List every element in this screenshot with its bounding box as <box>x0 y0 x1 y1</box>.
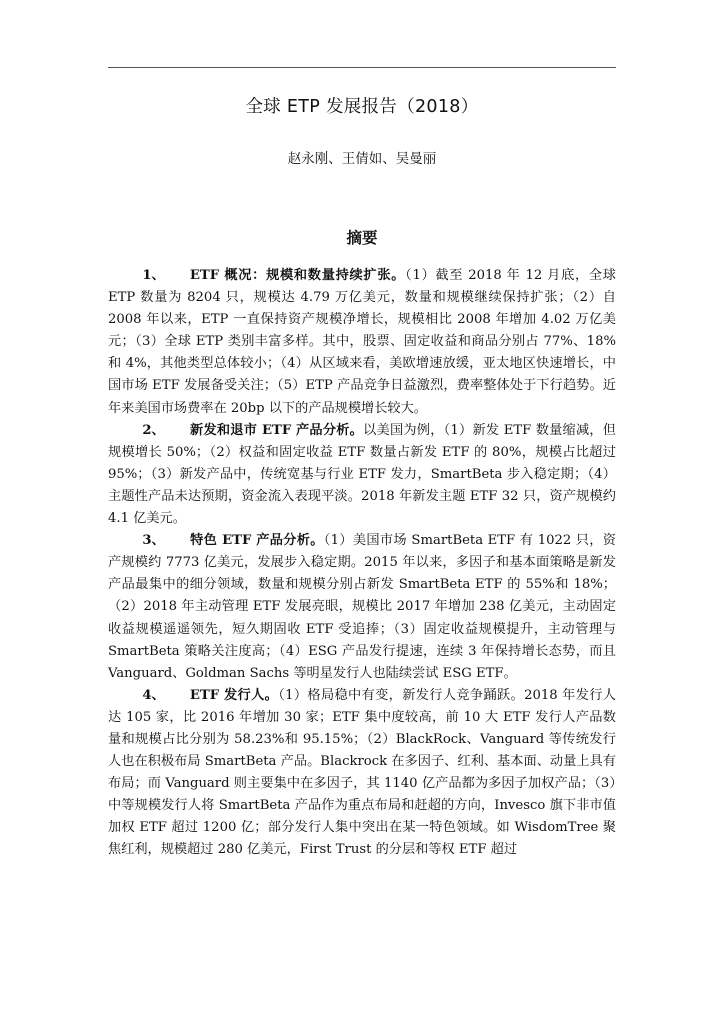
paragraph-text: （1）格局稳中有变，新发行人竞争踊跃。2018 年发行人达 105 家，比 2016 年增加 30 家；ETF 集中度较高，前 10 大 ETF 发行人产品数量和规模占比分别为 58.23%和 95.15%；（2）BlackRock、Vanguard 等传统发行人也在积极布局 SmartBeta 产品。Blackrock 在多因子、红利、基本面、动量上具有布局；而 Vanguard 则主要集中在多因子，其 1140 亿产品都为多因子加权产品；（3）中等规模发行人将 SmartBeta 产品作为重点布局和赶超的方向，Invesco 旗下非市值加权 ETF 超过 1200 亿；部分发行人集中突出在某一特色领域。如 WisdomTree 聚焦红利，规模超过 280 亿美元，First Trust 的分层和等权 ETF 超过 <box>108 687 616 858</box>
paragraph-text: （1）美国市场 SmartBeta ETF 有 1022 只，资产规模约 7773 亿美元，发展步入稳定期。2015 年以来，多因子和基本面策略是新发产品最集中的细分领域，数量和规模分别占新发 SmartBeta ETF 的 55%和 18%；（2）2018 年主动管理 ETF 发展亮眼，规模比 2017 年增加 238 亿美元，主动固定收益规模遥遥领先，短久期固收 ETF 受追捧；（3）固定收益规模提升，主动管理与 SmartBeta 策略关注度高；（4）ESG 产品发行提速，连续 3 年保持增长态势，而且 Vanguard、Goldman Sachs 等明星发行人也陆续尝试 ESG ETF。 <box>108 533 616 681</box>
abstract-body <box>108 265 616 862</box>
abstract-paragraph-4 <box>108 685 616 862</box>
abstract-paragraph-2 <box>108 420 616 530</box>
paragraph-heading: ETF 概况：规模和数量持续扩张。 <box>189 268 406 283</box>
abstract-paragraph-3 <box>108 530 616 685</box>
paragraph-heading: 新发和退市 ETF 产品分析。 <box>189 422 364 438</box>
paragraph-number: 2、 <box>142 422 165 438</box>
paragraph-heading: 特色 ETF 产品分析。 <box>189 533 324 549</box>
authors: 赵永刚、王倩如、吴曼丽 <box>287 151 437 167</box>
paragraph-number: 3、 <box>142 533 165 549</box>
abstract-heading: 摘要 <box>346 228 378 247</box>
paragraph-number: 1、 <box>142 268 165 283</box>
header-rule <box>108 67 616 68</box>
paragraph-text: 以美国为例，（1）新发 ETF 数量缩减，但规模增长 50%；（2）权益和固定收益 ETF 数量占新发 ETF 的 80%，规模占比超过 95%；（3）新发产品中，传统宽基与行业 ETF 发力，SmartBeta 步入稳定期；（4）主题性产品未达预期，资金流入表现平淡。2018 年新发主题 ETF 32 只，资产规模约 4.1 亿美元。 <box>108 422 616 527</box>
document-title: 全球 ETP 发展报告（2018） <box>245 97 479 117</box>
paragraph-text: （1）截至 2018 年 12 月底，全球 ETP 数量为 8204 只，规模达 4.79 万亿美元，数量和规模继续保持扩张；（2）自 2008 年以来，ETP 一直保持资产规模净增长，规模相比 2008 年增加 4.02 万亿美元；（3）全球 ETP 类别丰富多样。其中，股票、固定收益和商品分别占 77%、18% 和 4%，其他类型总体较小；（4）从区域来看，美欧增速放缓，亚太地区快速增长，中国市场 ETF 发展备受关注；（5）ETP 产品竞争日益激烈，费率整体处于下行趋势。近年来美国市场费率在 20bp 以下的产品规模增长较大。 <box>108 268 616 416</box>
paragraph-number: 4、 <box>142 687 165 703</box>
paragraph-heading: ETF 发行人。 <box>189 687 279 703</box>
abstract-paragraph-1 <box>108 265 616 420</box>
